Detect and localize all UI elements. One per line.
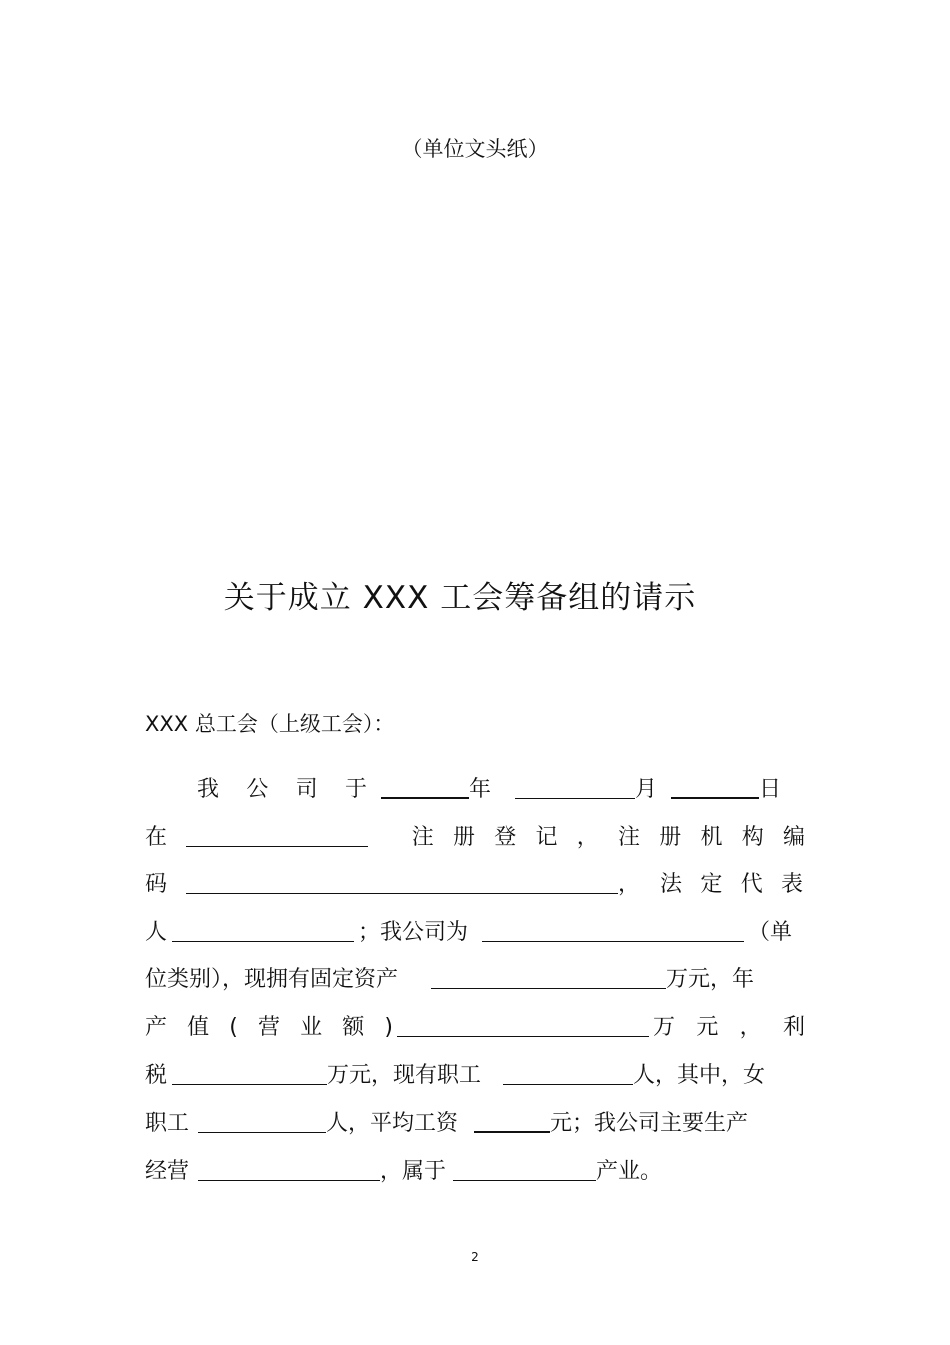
day-blank[interactable] bbox=[671, 796, 759, 799]
body-line-3 bbox=[145, 870, 805, 900]
text: ；我公司为 bbox=[358, 920, 469, 945]
text: 产业。 bbox=[596, 1159, 663, 1184]
month-blank[interactable] bbox=[515, 797, 635, 799]
document-title: 关于成立 XXX 工会筹备组的请示 bbox=[223, 580, 697, 616]
char: 码 bbox=[145, 872, 168, 897]
text: 人，平均工资 bbox=[326, 1111, 459, 1136]
char: 月 bbox=[635, 777, 658, 802]
text: 元；我公司主要生产 bbox=[550, 1111, 749, 1136]
text: 位类别），现拥有固定资产 bbox=[145, 967, 399, 992]
text: 人，其中，女 bbox=[633, 1063, 766, 1088]
unit-category-blank[interactable] bbox=[482, 940, 744, 942]
text: 职工 bbox=[145, 1111, 190, 1136]
char: 登 bbox=[494, 825, 517, 850]
fixed-assets-blank[interactable] bbox=[431, 987, 666, 989]
char: 日 bbox=[759, 777, 782, 802]
legal-representative-blank[interactable] bbox=[172, 940, 354, 942]
char: 公 bbox=[246, 777, 269, 802]
char: 册 bbox=[452, 825, 475, 850]
body-line-2 bbox=[145, 823, 805, 853]
body-line-5 bbox=[145, 965, 805, 995]
text: ，属于 bbox=[380, 1159, 447, 1184]
char: ， bbox=[576, 825, 599, 850]
employee-count-blank[interactable] bbox=[503, 1083, 633, 1085]
salutation: XXX 总工会（上级工会）： bbox=[145, 712, 395, 736]
char: ， bbox=[618, 872, 641, 897]
char: 法 bbox=[660, 872, 683, 897]
char: 表 bbox=[781, 872, 804, 897]
char: 业 bbox=[300, 1015, 323, 1040]
char: 注 bbox=[411, 825, 434, 850]
char: 司 bbox=[295, 777, 318, 802]
char: ( bbox=[229, 1015, 238, 1040]
average-wage-blank[interactable] bbox=[474, 1130, 550, 1133]
char: 年 bbox=[469, 777, 492, 802]
char: ) bbox=[384, 1015, 393, 1040]
registration-code-blank[interactable] bbox=[186, 892, 618, 894]
letterhead-placeholder: （单位文头纸） bbox=[401, 137, 549, 161]
char: 我 bbox=[197, 777, 220, 802]
text: （单 bbox=[748, 920, 793, 945]
text: 经营 bbox=[145, 1159, 190, 1184]
body-line-1 bbox=[145, 775, 805, 805]
char: ， bbox=[739, 1015, 762, 1040]
industry-blank[interactable] bbox=[453, 1179, 596, 1181]
char: 编 bbox=[782, 825, 805, 850]
char: 定 bbox=[700, 872, 723, 897]
char: 注 bbox=[617, 825, 640, 850]
registration-place-blank[interactable] bbox=[186, 845, 368, 847]
char: 于 bbox=[344, 777, 367, 802]
body-line-9 bbox=[145, 1157, 805, 1187]
char: 册 bbox=[659, 825, 682, 850]
main-business-blank[interactable] bbox=[198, 1179, 380, 1181]
female-employee-count-blank[interactable] bbox=[198, 1131, 326, 1133]
char: 万 bbox=[653, 1015, 676, 1040]
annual-output-blank[interactable] bbox=[397, 1035, 649, 1037]
text: 万元，年 bbox=[666, 967, 755, 992]
char: 代 bbox=[740, 872, 763, 897]
char: 利 bbox=[782, 1015, 805, 1040]
char: 元 bbox=[696, 1015, 719, 1040]
char: 产 bbox=[145, 1015, 168, 1040]
taxes-blank[interactable] bbox=[172, 1083, 327, 1085]
body-line-6 bbox=[145, 1013, 805, 1043]
text: 万元，现有职工 bbox=[327, 1063, 482, 1088]
body-line-7 bbox=[145, 1061, 805, 1091]
page-number: 2 bbox=[471, 1250, 479, 1264]
char: 人 bbox=[145, 920, 168, 945]
char: 营 bbox=[257, 1015, 280, 1040]
year-blank[interactable] bbox=[381, 796, 469, 799]
body-line-4 bbox=[145, 918, 805, 948]
body-line-8 bbox=[145, 1109, 805, 1139]
char: 机 bbox=[700, 825, 723, 850]
char: 税 bbox=[145, 1063, 168, 1088]
char: 额 bbox=[342, 1015, 365, 1040]
char: 构 bbox=[741, 825, 764, 850]
char: 记 bbox=[535, 825, 558, 850]
char: 值 bbox=[187, 1015, 210, 1040]
char: 在 bbox=[145, 825, 168, 850]
